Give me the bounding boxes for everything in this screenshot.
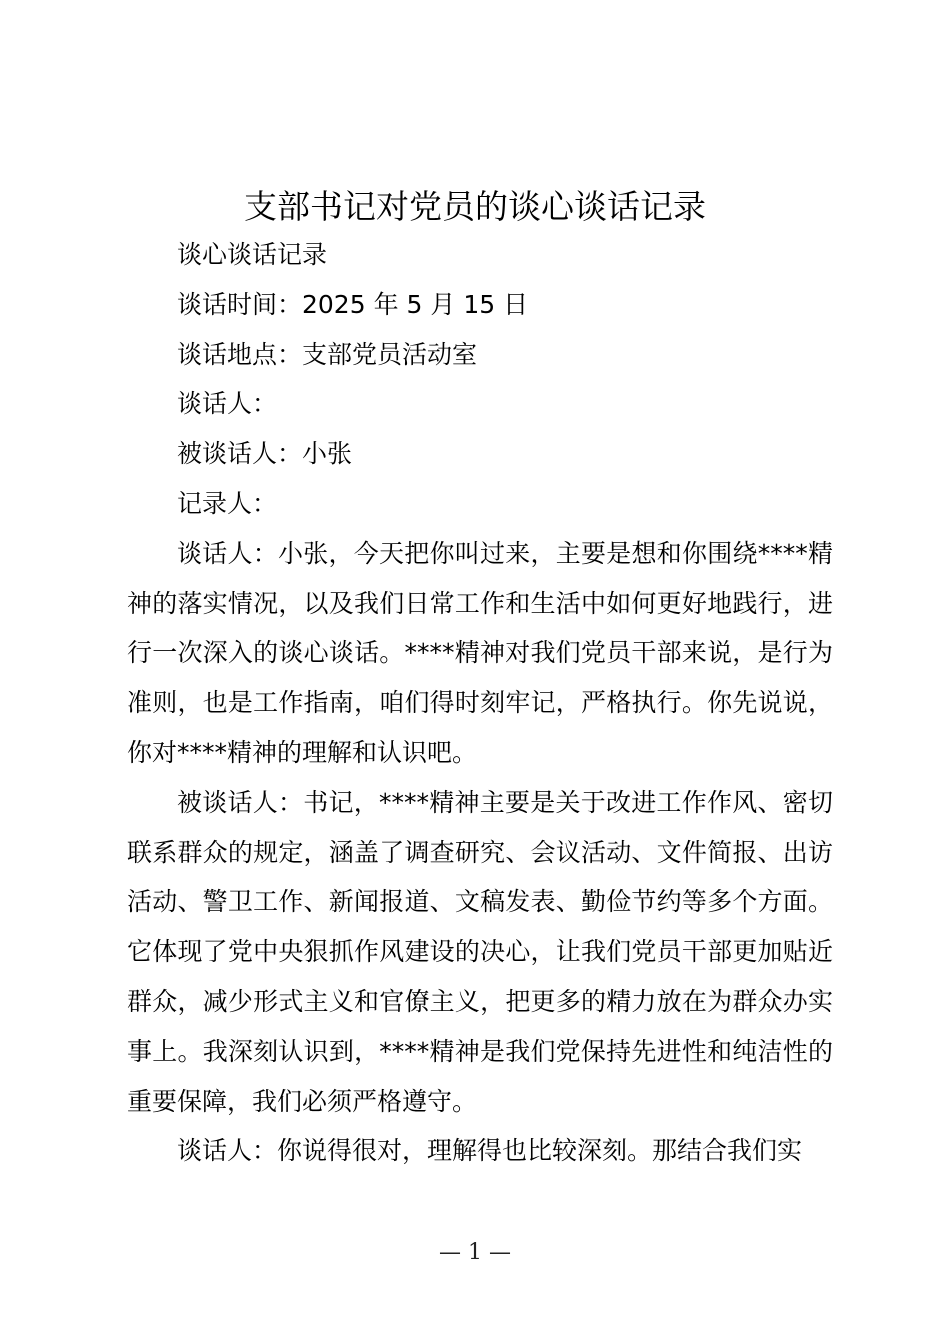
header-line-time: 谈话时间：2025 年 5 月 15 日 [177, 289, 529, 319]
page-number: — 1 — [439, 1240, 511, 1265]
header-line-recorder: 记录人： [177, 488, 278, 518]
header-line-interviewee: 被谈话人：小张 [177, 439, 353, 469]
header-line-record-type: 谈心谈话记录 [177, 240, 328, 269]
document-body [127, 230, 833, 1176]
dialogue-paragraph: 谈话人：小张，今天把你叫过来，主要是想和你围绕****精神的落实情况，以及我们日常工作和生活中如何更好地践行，进行一次深入的谈心谈话。****精神对我们党员干部来说，是行为准则，也是工作指南，咱们得时刻牢记，严格执行。你先说说，你对****精神的理解和认识吧。 [127, 538, 833, 767]
document-title: 支部书记对党员的谈心谈话记录 [244, 187, 706, 226]
dialogue-paragraph: 被谈话人：书记，****精神主要是关于改进工作作风、密切联系群众的规定，涵盖了调查研究、会议活动、文件简报、出访活动、警卫工作、新闻报道、文稿发表、勤俭节约等多个方面。它体现了党中央狠抓作风建设的决心，让我们党员干部更加贴近群众，减少形式主义和官僚主义，把更多的精力放在为群众办实事上。我深刻认识到，****精神是我们党保持先进性和纯洁性的重要保障，我们必须严格遵守。 [127, 787, 833, 1116]
header-line-interviewer: 谈话人： [177, 389, 278, 419]
dialogue-paragraph: 谈话人：你说得很对，理解得也比较深刻。那结合我们实 [177, 1136, 803, 1166]
header-line-location: 谈话地点：支部党员活动室 [177, 339, 478, 369]
